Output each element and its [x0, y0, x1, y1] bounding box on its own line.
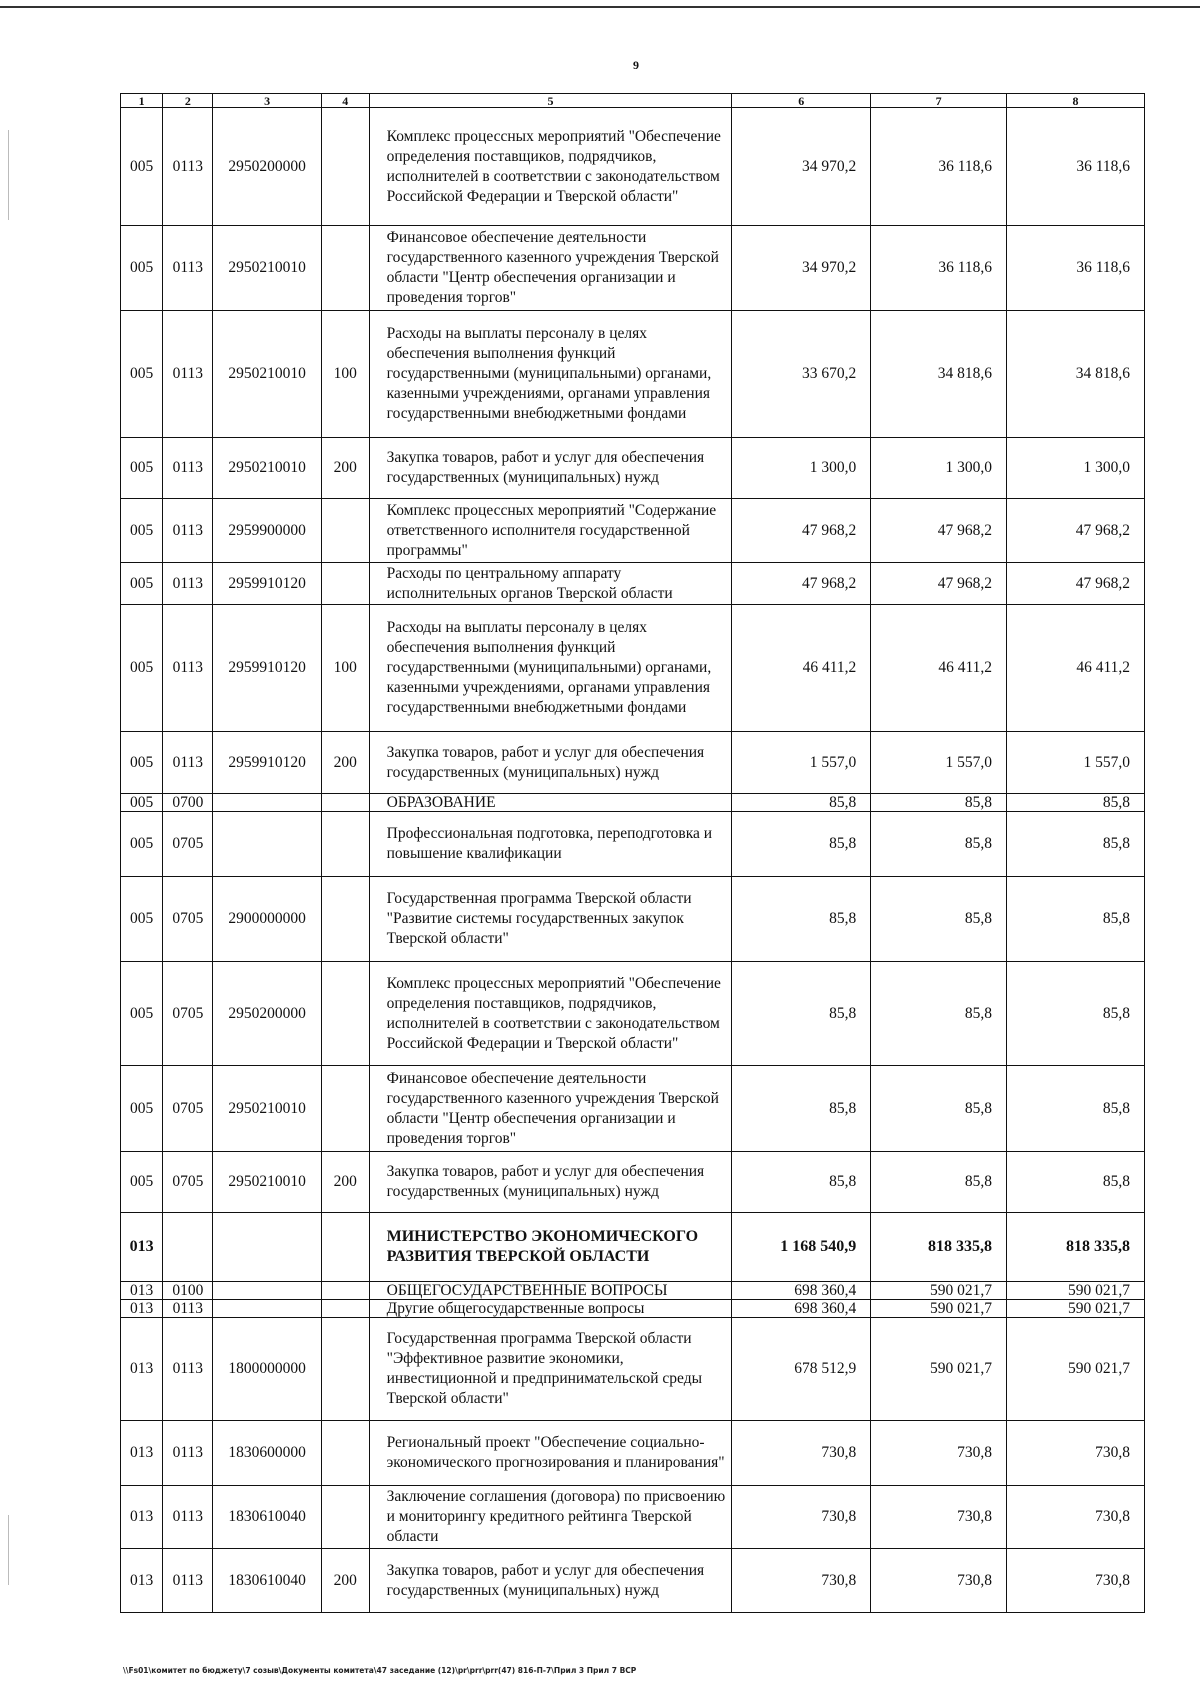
cell-amount-col6: 85,8 — [732, 1066, 871, 1152]
cell-admin-code: 005 — [121, 311, 163, 438]
cell-description: Заключение соглашения (договора) по присвоению и мониторингу кредитного рейтинга Тверской области — [369, 1486, 732, 1549]
cell-amount-col7: 730,8 — [871, 1421, 1007, 1486]
cell-amount-col7: 85,8 — [871, 877, 1007, 962]
cell-amount-col8: 590 021,7 — [1007, 1300, 1145, 1318]
cell-amount-col7: 34 818,6 — [871, 311, 1007, 438]
cell-expense-type — [321, 812, 369, 877]
cell-description: Комплекс процессных мероприятий "Обеспечение определения поставщиков, подрядчиков, исполнителей в соответствии с законодательством Российской Федерации и Тверской области" — [369, 108, 732, 226]
cell-amount-col8: 590 021,7 — [1007, 1318, 1145, 1421]
cell-expense-type — [321, 1066, 369, 1152]
cell-amount-col6: 1 557,0 — [732, 732, 871, 794]
cell-target-code: 1830600000 — [213, 1421, 322, 1486]
cell-description: Закупка товаров, работ и услуг для обеспечения государственных (муниципальных) нужд — [369, 438, 732, 499]
table-row — [121, 311, 1145, 438]
column-header: 1 — [121, 94, 163, 108]
table-row-ministry — [121, 1213, 1145, 1282]
column-header: 3 — [213, 94, 322, 108]
table-row — [121, 1486, 1145, 1549]
table-row — [121, 438, 1145, 499]
cell-section-code: 0113 — [163, 1318, 213, 1421]
cell-target-code: 2959910120 — [213, 732, 322, 794]
cell-section-code — [163, 1213, 213, 1282]
table-row — [121, 794, 1145, 812]
cell-target-code: 2959910120 — [213, 605, 322, 732]
cell-amount-col8: 85,8 — [1007, 962, 1145, 1066]
cell-amount-col6: 85,8 — [732, 794, 871, 812]
cell-amount-col6: 85,8 — [732, 1152, 871, 1213]
scan-margin-mark — [8, 1515, 9, 1585]
cell-amount-col6: 1 168 540,9 — [732, 1213, 871, 1282]
cell-admin-code: 005 — [121, 438, 163, 499]
cell-target-code — [213, 1282, 322, 1300]
cell-amount-col8: 85,8 — [1007, 1152, 1145, 1213]
cell-target-code: 2959900000 — [213, 499, 322, 563]
cell-description: Другие общегосударственные вопросы — [369, 1300, 732, 1318]
cell-admin-code: 013 — [121, 1300, 163, 1318]
cell-expense-type — [321, 499, 369, 563]
cell-expense-type — [321, 962, 369, 1066]
cell-description: Комплекс процессных мероприятий "Обеспечение определения поставщиков, подрядчиков, исполнителей в соответствии с законодательством Российской Федерации и Тверской области" — [369, 962, 732, 1066]
cell-target-code: 2950200000 — [213, 962, 322, 1066]
column-number-row — [121, 94, 1145, 108]
cell-target-code — [213, 1300, 322, 1318]
cell-target-code — [213, 1213, 322, 1282]
cell-amount-col7: 590 021,7 — [871, 1300, 1007, 1318]
cell-section-code: 0705 — [163, 962, 213, 1066]
cell-admin-code: 005 — [121, 812, 163, 877]
cell-amount-col8: 36 118,6 — [1007, 226, 1145, 311]
table-row — [121, 812, 1145, 877]
table-row — [121, 605, 1145, 732]
cell-amount-col6: 47 968,2 — [732, 563, 871, 605]
cell-amount-col8: 36 118,6 — [1007, 108, 1145, 226]
cell-admin-code: 013 — [121, 1549, 163, 1613]
cell-description: Закупка товаров, работ и услуг для обеспечения государственных (муниципальных) нужд — [369, 1152, 732, 1213]
cell-target-code: 2900000000 — [213, 877, 322, 962]
cell-amount-col8: 730,8 — [1007, 1549, 1145, 1613]
cell-amount-col8: 818 335,8 — [1007, 1213, 1145, 1282]
cell-target-code — [213, 794, 322, 812]
cell-amount-col7: 36 118,6 — [871, 226, 1007, 311]
cell-amount-col8: 1 557,0 — [1007, 732, 1145, 794]
cell-amount-col8: 46 411,2 — [1007, 605, 1145, 732]
cell-amount-col7: 46 411,2 — [871, 605, 1007, 732]
cell-expense-type: 100 — [321, 311, 369, 438]
cell-admin-code: 005 — [121, 794, 163, 812]
cell-amount-col7: 36 118,6 — [871, 108, 1007, 226]
cell-expense-type — [321, 1282, 369, 1300]
cell-amount-col7: 1 557,0 — [871, 732, 1007, 794]
file-path-footer: \\Fs01\комитет по бюджету\7 созыв\Документы комитета\47 заседание (12)\pr\prr\prr(47) 816-П-7\Прил 3 Прил 7 ВСР — [123, 1666, 637, 1675]
cell-amount-col6: 730,8 — [732, 1549, 871, 1613]
cell-target-code: 2950210010 — [213, 1152, 322, 1213]
column-header: 2 — [163, 94, 213, 108]
cell-description: Расходы на выплаты персоналу в целях обеспечения выполнения функций государственными (муниципальными) органами, казенными учреждениями, органами управления государственными внебюджетными фондами — [369, 605, 732, 732]
cell-expense-type — [321, 226, 369, 311]
page-number: 9 — [633, 58, 639, 72]
cell-expense-type: 200 — [321, 438, 369, 499]
table-row — [121, 226, 1145, 311]
cell-amount-col8: 590 021,7 — [1007, 1282, 1145, 1300]
cell-amount-col8: 34 818,6 — [1007, 311, 1145, 438]
cell-amount-col6: 698 360,4 — [732, 1300, 871, 1318]
column-header: 7 — [871, 94, 1007, 108]
cell-description: Финансовое обеспечение деятельности государственного казенного учреждения Тверской области "Центр обеспечения организации и проведения торгов" — [369, 1066, 732, 1152]
cell-section-code: 0700 — [163, 794, 213, 812]
cell-target-code: 2950210010 — [213, 226, 322, 311]
column-header: 5 — [369, 94, 732, 108]
cell-target-code: 1830610040 — [213, 1486, 322, 1549]
cell-target-code: 1800000000 — [213, 1318, 322, 1421]
cell-amount-col7: 85,8 — [871, 812, 1007, 877]
cell-target-code: 1830610040 — [213, 1549, 322, 1613]
cell-section-code: 0113 — [163, 499, 213, 563]
cell-amount-col8: 47 968,2 — [1007, 499, 1145, 563]
cell-expense-type — [321, 1486, 369, 1549]
budget-table — [120, 93, 1145, 1613]
cell-amount-col8: 85,8 — [1007, 1066, 1145, 1152]
table-row — [121, 1300, 1145, 1318]
cell-expense-type — [321, 1213, 369, 1282]
cell-section-code: 0100 — [163, 1282, 213, 1300]
cell-section-code: 0113 — [163, 108, 213, 226]
cell-expense-type — [321, 794, 369, 812]
table-row — [121, 108, 1145, 226]
cell-section-code: 0113 — [163, 1486, 213, 1549]
cell-amount-col8: 1 300,0 — [1007, 438, 1145, 499]
cell-amount-col6: 46 411,2 — [732, 605, 871, 732]
cell-expense-type — [321, 877, 369, 962]
cell-admin-code: 013 — [121, 1213, 163, 1282]
cell-amount-col8: 730,8 — [1007, 1421, 1145, 1486]
cell-admin-code: 005 — [121, 732, 163, 794]
cell-amount-col7: 730,8 — [871, 1549, 1007, 1613]
cell-amount-col8: 85,8 — [1007, 877, 1145, 962]
cell-section-code: 0113 — [163, 311, 213, 438]
cell-expense-type — [321, 108, 369, 226]
cell-expense-type: 200 — [321, 1152, 369, 1213]
table-row — [121, 1282, 1145, 1300]
cell-expense-type — [321, 563, 369, 605]
cell-target-code: 2950210010 — [213, 1066, 322, 1152]
cell-amount-col7: 47 968,2 — [871, 499, 1007, 563]
cell-amount-col6: 34 970,2 — [732, 226, 871, 311]
cell-section-code: 0705 — [163, 1152, 213, 1213]
cell-amount-col7: 590 021,7 — [871, 1318, 1007, 1421]
cell-section-code: 0705 — [163, 1066, 213, 1152]
cell-description: Профессиональная подготовка, переподготовка и повышение квалификации — [369, 812, 732, 877]
cell-admin-code: 013 — [121, 1282, 163, 1300]
cell-admin-code: 005 — [121, 1066, 163, 1152]
cell-amount-col8: 47 968,2 — [1007, 563, 1145, 605]
cell-section-code: 0113 — [163, 1300, 213, 1318]
cell-amount-col6: 85,8 — [732, 877, 871, 962]
cell-expense-type: 100 — [321, 605, 369, 732]
table-row — [121, 962, 1145, 1066]
cell-amount-col6: 730,8 — [732, 1421, 871, 1486]
cell-amount-col7: 85,8 — [871, 1152, 1007, 1213]
cell-expense-type — [321, 1421, 369, 1486]
cell-amount-col8: 85,8 — [1007, 812, 1145, 877]
cell-section-code: 0113 — [163, 1549, 213, 1613]
cell-expense-type: 200 — [321, 1549, 369, 1613]
cell-amount-col6: 1 300,0 — [732, 438, 871, 499]
column-header: 6 — [732, 94, 871, 108]
cell-description: ОБРАЗОВАНИЕ — [369, 794, 732, 812]
cell-section-code: 0113 — [163, 563, 213, 605]
cell-description: Государственная программа Тверской области "Эффективное развитие экономики, инвестиционной и предпринимательской среды Тверской области" — [369, 1318, 732, 1421]
cell-description: Комплекс процессных мероприятий "Содержание ответственного исполнителя государственной программы" — [369, 499, 732, 563]
cell-section-code: 0113 — [163, 1421, 213, 1486]
cell-section-code: 0113 — [163, 732, 213, 794]
column-header: 4 — [321, 94, 369, 108]
cell-admin-code: 013 — [121, 1486, 163, 1549]
cell-amount-col6: 34 970,2 — [732, 108, 871, 226]
cell-amount-col6: 33 670,2 — [732, 311, 871, 438]
table-row — [121, 1152, 1145, 1213]
cell-target-code: 2950210010 — [213, 438, 322, 499]
cell-description: Расходы на выплаты персоналу в целях обеспечения выполнения функций государственными (муниципальными) органами, казенными учреждениями, органами управления государственными внебюджетными фондами — [369, 311, 732, 438]
cell-description: ОБЩЕГОСУДАРСТВЕННЫЕ ВОПРОСЫ — [369, 1282, 732, 1300]
cell-admin-code: 005 — [121, 499, 163, 563]
cell-admin-code: 005 — [121, 605, 163, 732]
cell-description: Финансовое обеспечение деятельности государственного казенного учреждения Тверской области "Центр обеспечения организации и проведения торгов" — [369, 226, 732, 311]
scan-top-border — [0, 6, 1200, 8]
cell-section-code: 0705 — [163, 812, 213, 877]
table-row — [121, 732, 1145, 794]
table-row — [121, 1066, 1145, 1152]
cell-amount-col6: 730,8 — [732, 1486, 871, 1549]
cell-amount-col7: 47 968,2 — [871, 563, 1007, 605]
cell-admin-code: 013 — [121, 1421, 163, 1486]
cell-admin-code: 005 — [121, 108, 163, 226]
cell-expense-type — [321, 1318, 369, 1421]
table-row — [121, 877, 1145, 962]
cell-target-code: 2950200000 — [213, 108, 322, 226]
cell-section-code: 0113 — [163, 438, 213, 499]
cell-section-code: 0113 — [163, 226, 213, 311]
cell-description: Закупка товаров, работ и услуг для обеспечения государственных (муниципальных) нужд — [369, 1549, 732, 1613]
cell-description: Расходы по центральному аппарату исполнительных органов Тверской области — [369, 563, 732, 605]
cell-description: Региональный проект "Обеспечение социально-экономического прогнозирования и планирования" — [369, 1421, 732, 1486]
cell-admin-code: 005 — [121, 1152, 163, 1213]
table-row — [121, 1421, 1145, 1486]
cell-description: Государственная программа Тверской области "Развитие системы государственных закупок Тверской области" — [369, 877, 732, 962]
cell-amount-col6: 47 968,2 — [732, 499, 871, 563]
cell-admin-code: 005 — [121, 563, 163, 605]
cell-description: Закупка товаров, работ и услуг для обеспечения государственных (муниципальных) нужд — [369, 732, 732, 794]
cell-target-code: 2950210010 — [213, 311, 322, 438]
column-header: 8 — [1007, 94, 1145, 108]
cell-amount-col8: 730,8 — [1007, 1486, 1145, 1549]
table-row — [121, 499, 1145, 563]
cell-amount-col7: 85,8 — [871, 1066, 1007, 1152]
cell-amount-col6: 85,8 — [732, 962, 871, 1066]
cell-amount-col6: 678 512,9 — [732, 1318, 871, 1421]
scan-margin-mark — [8, 130, 9, 220]
cell-amount-col6: 698 360,4 — [732, 1282, 871, 1300]
table-row — [121, 1318, 1145, 1421]
table-row — [121, 563, 1145, 605]
cell-target-code — [213, 812, 322, 877]
cell-admin-code: 005 — [121, 226, 163, 311]
cell-section-code: 0113 — [163, 605, 213, 732]
cell-amount-col7: 730,8 — [871, 1486, 1007, 1549]
cell-amount-col7: 818 335,8 — [871, 1213, 1007, 1282]
cell-target-code: 2959910120 — [213, 563, 322, 605]
cell-amount-col7: 85,8 — [871, 794, 1007, 812]
cell-admin-code: 005 — [121, 877, 163, 962]
cell-expense-type — [321, 1300, 369, 1318]
cell-description: МИНИСТЕРСТВО ЭКОНОМИЧЕСКОГО РАЗВИТИЯ ТВЕРСКОЙ ОБЛАСТИ — [369, 1213, 732, 1282]
cell-amount-col6: 85,8 — [732, 812, 871, 877]
cell-amount-col7: 1 300,0 — [871, 438, 1007, 499]
cell-amount-col7: 85,8 — [871, 962, 1007, 1066]
cell-admin-code: 005 — [121, 962, 163, 1066]
cell-admin-code: 013 — [121, 1318, 163, 1421]
cell-section-code: 0705 — [163, 877, 213, 962]
table-row — [121, 1549, 1145, 1613]
cell-expense-type: 200 — [321, 732, 369, 794]
cell-amount-col8: 85,8 — [1007, 794, 1145, 812]
cell-amount-col7: 590 021,7 — [871, 1282, 1007, 1300]
